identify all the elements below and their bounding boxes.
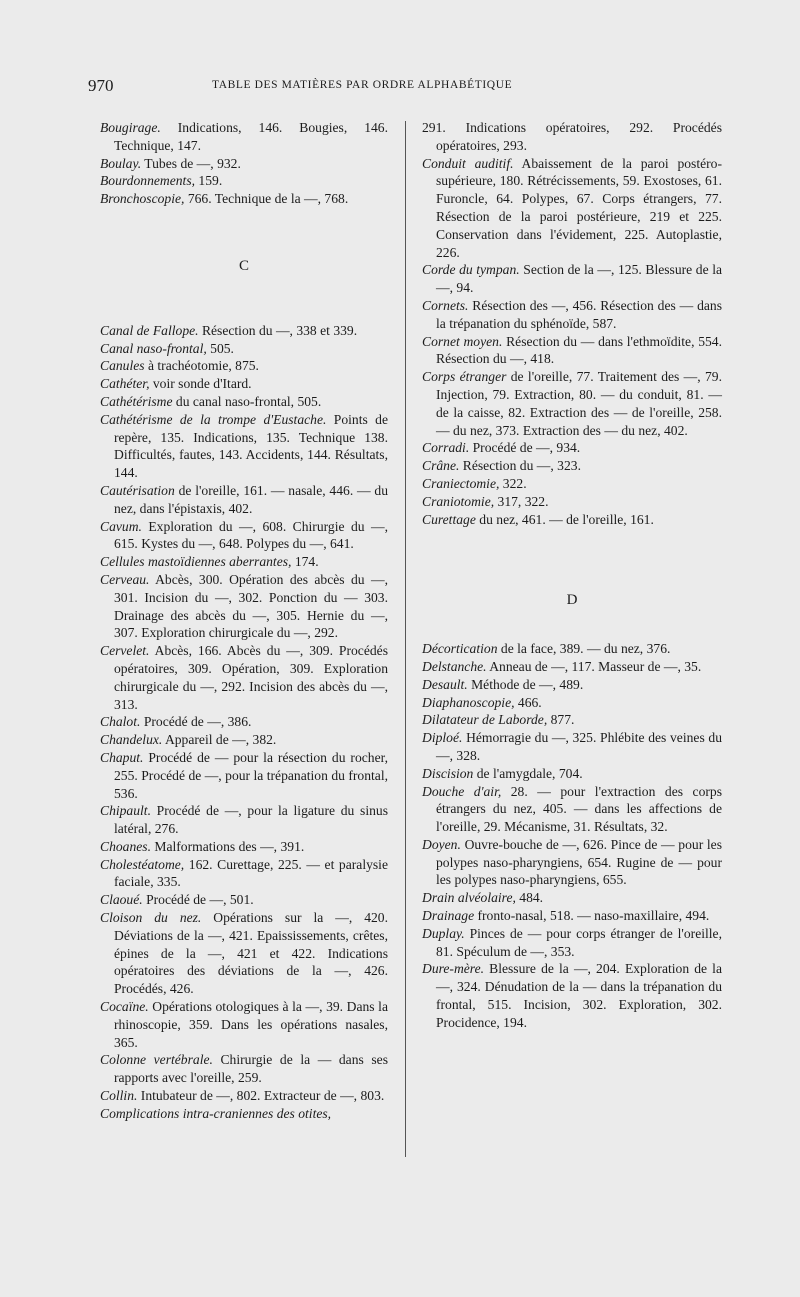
section-gap (422, 610, 722, 640)
index-entry (100, 482, 388, 518)
entry-references: Intubateur de —, 802. Extracteur de —, 803. (137, 1088, 385, 1104)
entry-heading: Diploé. (422, 730, 463, 746)
entry-references: Procédé de — pour la résection du rocher, 255. Procédé de —, pour la trépanation du frontal, 536. (114, 749, 388, 801)
entry-heading: Desault. (422, 676, 468, 692)
entry-references: Procédé de —, 934. (469, 440, 581, 456)
entry-heading: Cathéter, (100, 376, 150, 392)
entry-references: Procédé de —, 386. (140, 714, 252, 730)
index-entry (100, 518, 388, 554)
entry-heading: Chalot. (100, 714, 141, 730)
entry-heading: Cornets. (422, 297, 469, 313)
entry-heading: Dure-mère. (422, 961, 485, 977)
entry-references: du nez, 461. — de l'oreille, 161. (475, 511, 654, 527)
entry-heading: Décortication (422, 641, 498, 657)
index-entry (100, 357, 388, 375)
entry-heading: Douche d'air, (422, 783, 502, 799)
entry-references: voir sonde d'Itard. (149, 376, 252, 392)
entry-references: à trachéotomie, 875. (144, 358, 259, 374)
entry-references: 159. (195, 173, 223, 189)
index-entry (100, 642, 388, 713)
entry-references: 505. (206, 340, 234, 356)
entry-heading: Complications intra-craniennes des otites, (100, 1105, 332, 1121)
entry-references: 28. — pour l'extraction des corps étrangers du nez, 405. — dans les affections de l'oreille, 29. Mécanisme, 31. Résultats, 32. (436, 783, 722, 835)
left-column (100, 119, 388, 1123)
index-entry (422, 333, 722, 369)
index-entry (100, 731, 388, 749)
index-entry (100, 713, 388, 731)
entry-references: Résection du — dans l'ethmoïdite, 554. Résection du —, 418. (436, 333, 722, 367)
entry-references: 766. Technique de la —, 768. (184, 191, 349, 207)
entry-heading: Collin. (100, 1088, 138, 1104)
entry-heading: Canal de Fallope. (100, 322, 199, 338)
entry-heading: Cathétérisme de la trompe d'Eustache. (100, 411, 327, 427)
entry-references: Résection du —, 338 et 339. (198, 322, 358, 338)
index-entry (422, 439, 722, 457)
entry-references: Résection du —, 323. (459, 458, 581, 474)
entries-c (100, 322, 388, 1123)
entry-heading: Cornet moyen. (422, 333, 503, 349)
entry-references: Indications, 146. Bougies, 146. Technique, 147. (114, 120, 388, 153)
entry-references: Procédé de —, 501. (142, 892, 254, 908)
section-gap (422, 528, 722, 592)
index-entry (100, 155, 388, 173)
entry-heading: Drainage (422, 908, 475, 924)
index-entry (100, 838, 388, 856)
entry-heading: Cloison du nez. (100, 910, 202, 926)
entry-heading: Bourdonnements, (100, 173, 196, 189)
index-entry (422, 889, 722, 907)
index-entry (100, 322, 388, 340)
index-entry (100, 393, 388, 411)
entry-references: de l'oreille, 77. Traitement des —, 79. Injection, 79. Extraction, 80. — du conduit, 81. — de la caisse, 82. Extraction des — de l'oreille, 258. — du nez, 373. Extraction des — du nez, 402. (436, 369, 722, 438)
entry-heading: Doyen. (422, 836, 461, 852)
entry-references: Exploration du —, 608. Chirurgie du —, 615. Kystes du —, 648. Polypes du —, 641. (114, 518, 388, 552)
entry-heading: Diaphanoscopie, (422, 694, 515, 710)
index-entry (100, 749, 388, 802)
entry-heading: Chaput. (100, 749, 144, 765)
index-entry (100, 375, 388, 393)
index-entry (100, 1087, 388, 1105)
entry-heading: Duplay. (422, 925, 465, 941)
entry-references: Abcès, 300. Opération des abcès du —, 301. Incision du —, 302. Ponction du — 303. Drainage des abcès du —, 305. Hernie du —, 307. Exploration chirurgicale du —, 292. (114, 571, 388, 641)
entry-references: Hémorragie du —, 325. Phlébite des veines du —, 328. (436, 730, 722, 763)
entry-heading: Craniectomie, (422, 475, 500, 491)
index-entry (422, 711, 722, 729)
index-entry (100, 190, 388, 208)
entry-references: Malformations des —, 391. (150, 838, 305, 854)
index-entry (100, 119, 388, 155)
entry-references: Opérations sur la —, 420. Déviations de la —, 421. Epaississements, crêtes, épines de la —, 421 et 422. Indications opératoires des déviations de la —, 426. Procédés, 426. (114, 910, 388, 997)
entry-references: Opérations otologiques à la —, 39. Dans la rhinoscopie, 359. Dans les opérations nasales, 365. (114, 999, 388, 1050)
entries-d (422, 640, 722, 1032)
entries-c-continued (422, 119, 722, 528)
index-entry (422, 297, 722, 333)
index-entry (100, 340, 388, 358)
entry-heading: Chipault. (100, 803, 151, 819)
entry-heading: Conduit auditif. (422, 155, 514, 171)
entry-references: Points de repère, 135. Indications, 135. Technique 138. Difficultés, fautes, 143. Accidents, 144. Résultats, 144. (114, 411, 388, 481)
page-header (88, 76, 728, 98)
entry-heading: Cholestéatome, (100, 856, 185, 872)
entry-references: Tubes de —, 932. (141, 155, 241, 171)
entry-heading: Curettage (422, 511, 476, 527)
index-entry (100, 998, 388, 1051)
entry-heading: Claoué. (100, 892, 143, 908)
entry-references: Pinces de — pour corps étranger de l'oreille, 81. Spéculum de —, 353. (436, 925, 722, 959)
index-entry (422, 457, 722, 475)
index-entry (422, 836, 722, 889)
entry-references: 174. (291, 554, 319, 570)
entry-heading: Corps étranger (422, 369, 507, 385)
entry-references: fronto-nasal, 518. — naso-maxillaire, 494. (474, 908, 710, 924)
running-title: TABLE DES MATIÈRES PAR ORDRE ALPHABÉTIQUE (212, 79, 513, 91)
section-gap (100, 208, 388, 258)
entry-heading: Choanes. (100, 838, 151, 854)
entry-heading: Craniotomie, (422, 493, 495, 509)
entry-heading: Canules (100, 358, 145, 374)
entry-references: de l'oreille, 161. — nasale, 446. — du nez, dans l'épistaxis, 402. (114, 482, 388, 516)
index-entry (100, 802, 388, 838)
index-entry (100, 172, 388, 190)
entry-heading: Chandelux. (100, 732, 163, 748)
entry-references: 291. Indications opératoires, 292. Procédés opératoires, 293. (422, 120, 722, 153)
entry-heading: Cautérisation (100, 482, 175, 498)
entry-references: Anneau de —, 117. Masseur de —, 35. (486, 658, 702, 674)
section-gap (100, 276, 388, 322)
index-entry (100, 856, 388, 892)
section-letter-d: D (566, 592, 578, 609)
index-entry (422, 783, 722, 836)
entry-references: Ouvre-bouche de —, 626. Pince de — pour les polypes naso-pharyngiens, 654. Rugine de — pour les polypes naso-pharyngiens, 655. (436, 836, 722, 888)
index-entry (422, 676, 722, 694)
index-entry (422, 475, 722, 493)
entry-heading: Cocaïne. (100, 999, 149, 1015)
entry-references: Section de la —, 125. Blessure de la —, 94. (436, 262, 722, 296)
entry-heading: Delstanche. (422, 658, 487, 674)
entry-heading: Cervelet. (100, 643, 150, 659)
entry-references: Blessure de la —, 204. Exploration de la —, 324. Dénudation de la — dans la trépanation du frontal, 515. Incision, 302. Exploration, 302. Procidence, 194. (436, 961, 722, 1030)
entry-heading: Bronchoscopie, (100, 191, 185, 207)
entry-heading: Drain alvéolaire, (422, 890, 516, 906)
index-entry (422, 925, 722, 961)
entry-references: de l'amygdale, 704. (473, 765, 583, 781)
index-entry (422, 155, 722, 262)
index-entry (422, 658, 722, 676)
entry-references: 484. (515, 890, 544, 906)
entry-heading: Discision (422, 765, 474, 781)
entry-heading: Bougirage. (100, 120, 161, 135)
entry-heading: Canal naso-frontal, (100, 340, 207, 356)
index-entry (100, 571, 388, 642)
entry-references: Procédé de —, pour la ligature du sinus latéral, 276. (114, 803, 388, 837)
entry-references: Résection des —, 456. Résection des — dans la trépanation du sphénoïde, 587. (436, 297, 722, 331)
entry-heading: Cerveau. (100, 571, 150, 587)
index-entry (422, 511, 722, 529)
entries-b (100, 119, 388, 208)
section-letter-c: C (238, 257, 249, 274)
entry-references: Chirurgie de la — dans ses rapports avec l'oreille, 259. (114, 1052, 388, 1086)
index-entry (100, 891, 388, 909)
entry-references: Abcès, 166. Abcès du —, 309. Procédés opératoires, 309. Opération, 309. Exploration chirurgicale du —, 292. Incision des abcès du —, 313. (114, 643, 388, 712)
index-entry (422, 119, 722, 155)
entry-heading: Cavum. (100, 518, 142, 534)
entry-references: Méthode de —, 489. (467, 676, 584, 692)
entry-references: du canal naso-frontal, 505. (172, 393, 322, 409)
index-entry (422, 907, 722, 925)
entry-heading: Corde du tympan. (422, 262, 520, 278)
entry-heading: Crâne. (422, 458, 460, 474)
index-entry (100, 553, 388, 571)
column-divider (405, 121, 406, 1157)
entry-heading: Cellules mastoïdiennes aberrantes, (100, 554, 292, 570)
index-entry (422, 729, 722, 765)
index-entry (422, 368, 722, 439)
index-entry (422, 694, 722, 712)
entry-references: Abaissement de la paroi postéro-supérieure, 180. Rétrécissements, 59. Exostoses, 61. Furoncle, 64. Polypes, 67. Corps étrangers, 77. Résection de la paroi postérieure, 219 et 225. Conservation dans l'évidement, 225. Autoplastie, 226. (436, 155, 723, 260)
entry-heading: Boulay. (100, 155, 142, 171)
index-entry (422, 960, 722, 1031)
entry-references: de la face, 389. — du nez, 376. (497, 641, 671, 657)
right-column (422, 119, 722, 1032)
index-entry (422, 493, 722, 511)
entry-references: 322. (499, 475, 527, 491)
entry-heading: Colonne vertébrale. (100, 1052, 213, 1068)
entry-references: 162. Curettage, 225. — et paralysie faciale, 335. (114, 856, 388, 890)
entry-heading: Dilatateur de Laborde, (422, 712, 548, 728)
page-number: 970 (88, 76, 114, 95)
entry-references: 877. (547, 712, 575, 728)
index-entry (422, 640, 722, 658)
index-entry (422, 261, 722, 297)
index-entry (100, 1051, 388, 1087)
entry-references: 317, 322. (494, 493, 549, 509)
index-entry (100, 411, 388, 482)
entry-references: 466. (514, 694, 542, 710)
index-entry (100, 1105, 388, 1123)
entry-references: Appareil de —, 382. (162, 732, 277, 748)
entry-heading: Corradi. (422, 440, 470, 456)
entry-heading: Cathétérisme (100, 393, 173, 409)
index-entry (422, 765, 722, 783)
index-entry (100, 909, 388, 998)
